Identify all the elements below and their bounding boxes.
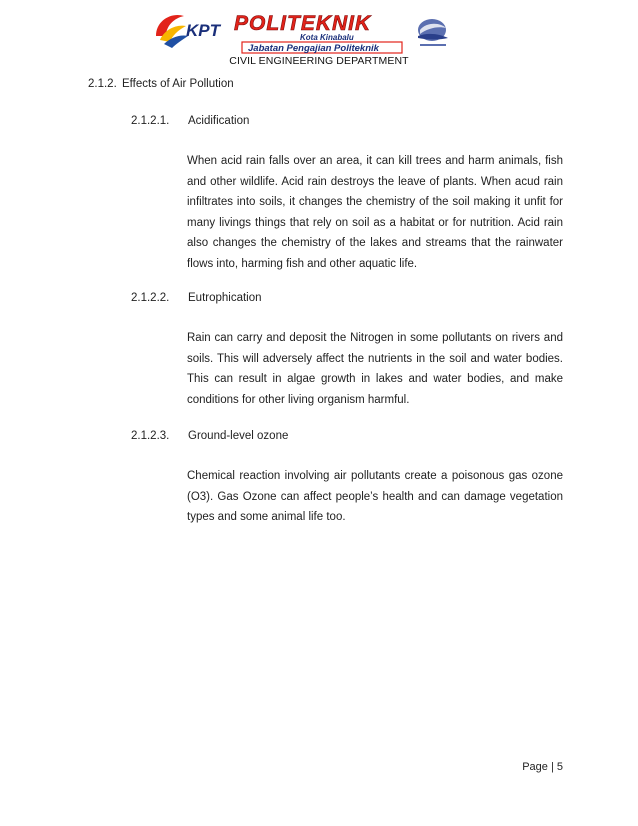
subsection-paragraph: Chemical reaction involving air pollutants create a poisonous gas ozone (O3). Gas Ozone can affect people’s health and can damage vegetation types and some animal life too. <box>187 470 563 523</box>
subsection-number: 2.1.2.2. <box>131 292 170 304</box>
logo-department-text: Jabatan Pengajian Politeknik <box>248 43 379 54</box>
kpt-emblem-icon <box>156 15 188 48</box>
subsection-number: 2.1.2.1. <box>131 115 170 127</box>
logo-politeknik-text: POLITEKNIK <box>234 12 372 35</box>
subsection-title: Eutrophication <box>188 292 262 304</box>
subsection-paragraph: Rain can carry and deposit the Nitrogen in some pollutants on rivers and soils. This will adversely affect the nutrients in the soil and water bodies. This can result in algae growth in lakes and water bodies, and make conditions for other living organism harmful. <box>187 332 563 406</box>
header-logo-banner <box>150 6 450 56</box>
logo-location-text: Kota Kinabalu <box>300 33 354 42</box>
page-number: Page | 5 <box>522 761 563 773</box>
section-title: Effects of Air Pollution <box>122 78 234 90</box>
department-header: CIVIL ENGINEERING DEPARTMENT <box>229 55 409 67</box>
subsection-number: 2.1.2.3. <box>131 430 170 442</box>
subsection-title: Ground-level ozone <box>188 430 289 442</box>
politeknik-globe-icon <box>418 19 448 46</box>
subsection-title: Acidification <box>188 115 250 127</box>
logo-kpt-text: KPT <box>186 21 220 40</box>
subsection-paragraph: When acid rain falls over an area, it can kill trees and harm animals, fish and other wildlife. Acid rain destroys the leave of plants. When acud rain infiltrates into soils, it changes the chemistry of the soil making it unfit for many livings things that rely on soil as a habitat or for nutrition. Acid rain also changes the chemistry of the lakes and streams that the rainwater flows into, harming fish and other aquatic life. <box>187 155 563 270</box>
section-number: 2.1.2. <box>88 78 117 90</box>
